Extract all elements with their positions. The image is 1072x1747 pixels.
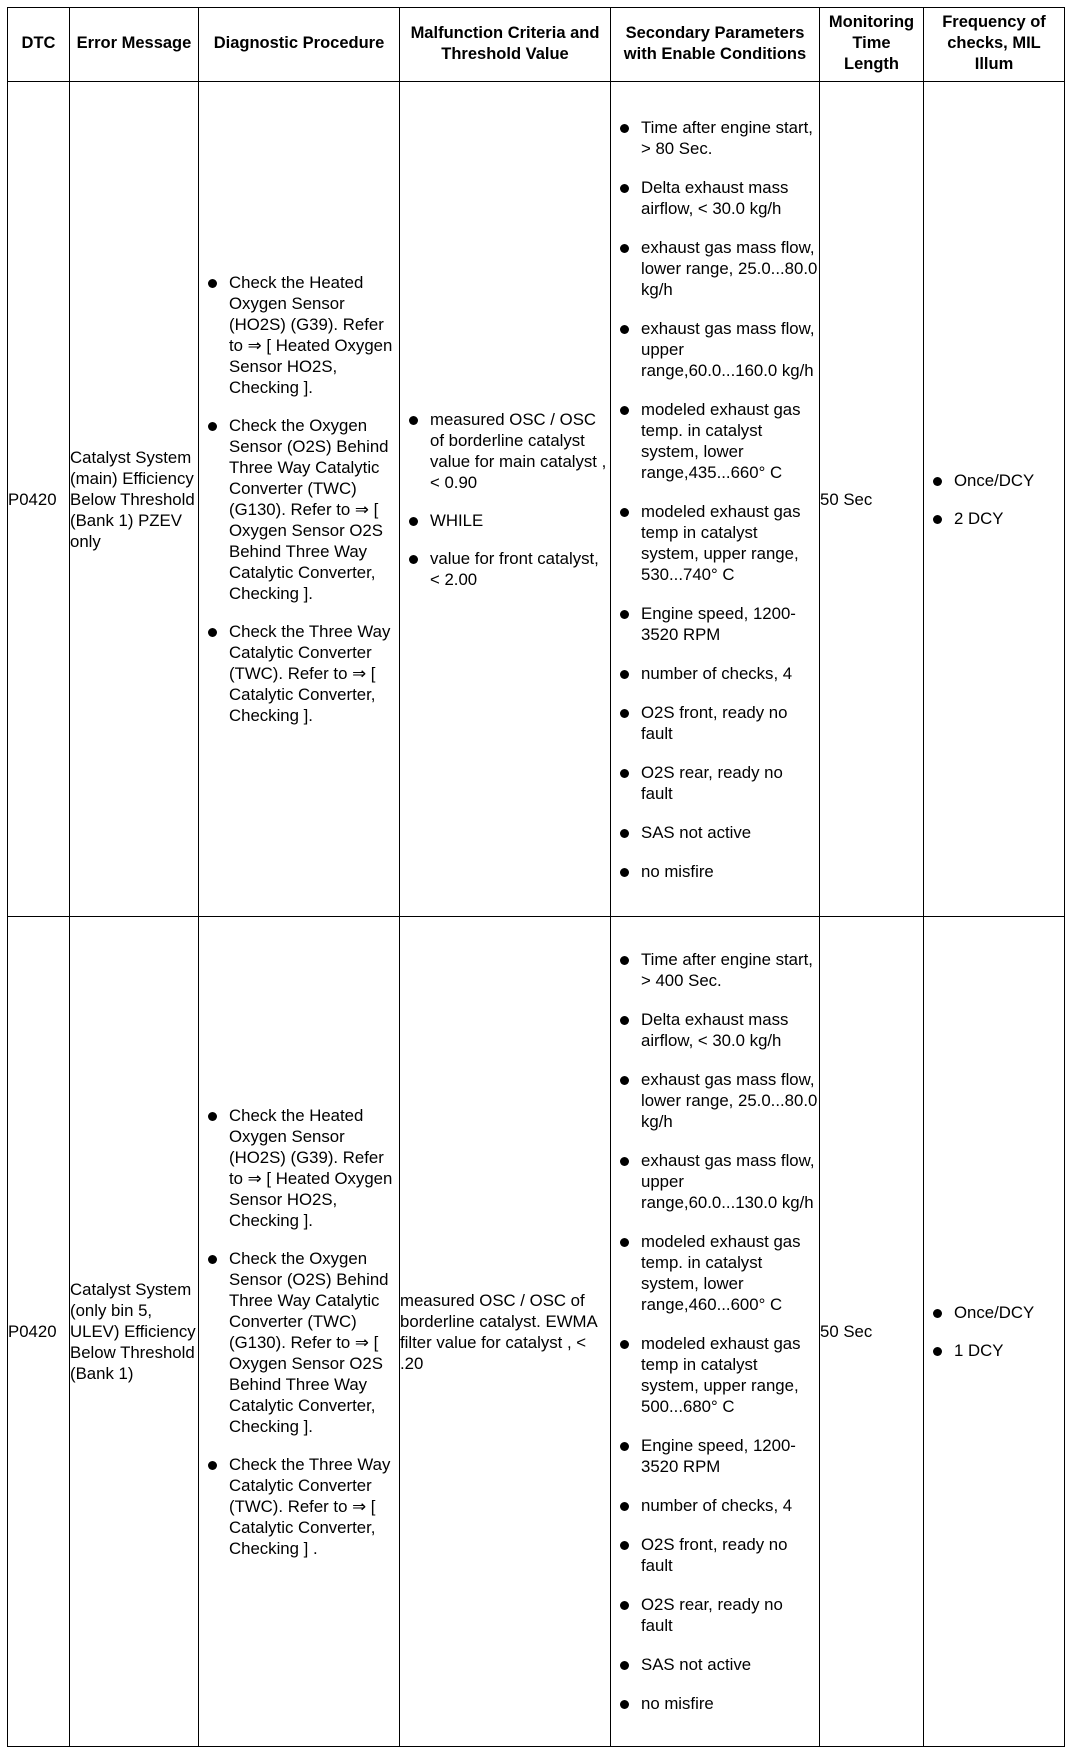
list-item: modeled exhaust gas temp in catalyst system, upper range, 530...740° C	[611, 501, 819, 585]
error-message: Catalyst System (only bin 5, ULEV) Efficiency Below Threshold (Bank 1)	[70, 917, 199, 1747]
list-item: Check the Oxygen Sensor (O2S) Behind Three Way Catalytic Converter (TWC) (G130). Refer to ⇒ [ Oxygen Sensor O2S Behind Three Way Catalytic Converter, Checking ].	[199, 415, 399, 604]
malfunction-criteria: measured OSC / OSC of borderline catalyst. EWMA filter value for catalyst , < .20	[400, 917, 611, 1747]
monitoring-time: 50 Sec	[820, 82, 924, 917]
secondary-parameters	[611, 82, 820, 917]
list-item: Time after engine start, > 80 Sec.	[611, 117, 819, 159]
list-item: Delta exhaust mass airflow, < 30.0 kg/h	[611, 177, 819, 219]
secondary-parameters	[611, 917, 820, 1747]
list-item: exhaust gas mass flow, upper range,60.0...160.0 kg/h	[611, 318, 819, 381]
frequency	[924, 82, 1065, 917]
list-item: 2 DCY	[924, 508, 1064, 529]
list-item: O2S rear, ready no fault	[611, 762, 819, 804]
dtc-code: P0420	[8, 82, 70, 917]
list-item: number of checks, 4	[611, 1495, 819, 1516]
list-item: exhaust gas mass flow, lower range, 25.0...80.0 kg/h	[611, 237, 819, 300]
list-item: SAS not active	[611, 1654, 819, 1675]
list-item: exhaust gas mass flow, lower range, 25.0...80.0 kg/h	[611, 1069, 819, 1132]
list-item: modeled exhaust gas temp. in catalyst system, lower range,435...660° C	[611, 399, 819, 483]
list-item: O2S front, ready no fault	[611, 1534, 819, 1576]
list-item: 1 DCY	[924, 1340, 1064, 1361]
list-item: modeled exhaust gas temp in catalyst system, upper range, 500...680° C	[611, 1333, 819, 1417]
header-dtc: DTC	[8, 8, 70, 82]
list-item: Engine speed, 1200-3520 RPM	[611, 1435, 819, 1477]
list-item: Once/DCY	[924, 1302, 1064, 1323]
list-item: O2S rear, ready no fault	[611, 1594, 819, 1636]
list-item: no misfire	[611, 861, 819, 882]
list-item: Time after engine start, > 400 Sec.	[611, 949, 819, 991]
list-item: WHILE	[400, 510, 610, 531]
header-malfunction-criteria: Malfunction Criteria and Threshold Value	[400, 8, 611, 82]
list-item: Engine speed, 1200-3520 RPM	[611, 603, 819, 645]
list-item: O2S front, ready no fault	[611, 702, 819, 744]
header-frequency: Frequency of checks, MIL Illum	[924, 8, 1065, 82]
dtc-document	[7, 7, 1064, 1747]
list-item: SAS not active	[611, 822, 819, 843]
list-item: Check the Heated Oxygen Sensor (HO2S) (G39). Refer to ⇒ [ Heated Oxygen Sensor HO2S, Checking ].	[199, 1105, 399, 1231]
list-item: modeled exhaust gas temp. in catalyst system, lower range,460...600° C	[611, 1231, 819, 1315]
list-item: number of checks, 4	[611, 663, 819, 684]
header-diagnostic-procedure: Diagnostic Procedure	[199, 8, 400, 82]
diagnostic-procedure	[199, 917, 400, 1747]
list-item: value for front catalyst, < 2.00	[400, 548, 610, 590]
error-message: Catalyst System (main) Efficiency Below Threshold (Bank 1) PZEV only	[70, 82, 199, 917]
diagnostic-procedure	[199, 82, 400, 917]
table-row	[8, 82, 1065, 917]
monitoring-time: 50 Sec	[820, 917, 924, 1747]
frequency	[924, 917, 1065, 1747]
list-item: Check the Heated Oxygen Sensor (HO2S) (G39). Refer to ⇒ [ Heated Oxygen Sensor HO2S, Checking ].	[199, 272, 399, 398]
list-item: measured OSC / OSC of borderline catalyst value for main catalyst , < 0.90	[400, 409, 610, 493]
header-secondary-parameters: Secondary Parameters with Enable Conditions	[611, 8, 820, 82]
list-item: no misfire	[611, 1693, 819, 1714]
malfunction-criteria	[400, 82, 611, 917]
header-row	[8, 8, 1065, 82]
list-item: Check the Oxygen Sensor (O2S) Behind Three Way Catalytic Converter (TWC) (G130). Refer to ⇒ [ Oxygen Sensor O2S Behind Three Way Catalytic Converter, Checking ].	[199, 1248, 399, 1437]
list-item: Once/DCY	[924, 470, 1064, 491]
table-row	[8, 917, 1065, 1747]
list-item: Check the Three Way Catalytic Converter (TWC). Refer to ⇒ [ Catalytic Converter, Checking ].	[199, 621, 399, 726]
header-error-message: Error Message	[70, 8, 199, 82]
dtc-table	[7, 7, 1065, 1747]
list-item: Delta exhaust mass airflow, < 30.0 kg/h	[611, 1009, 819, 1051]
list-item: exhaust gas mass flow, upper range,60.0...130.0 kg/h	[611, 1150, 819, 1213]
dtc-code: P0420	[8, 917, 70, 1747]
list-item: Check the Three Way Catalytic Converter (TWC). Refer to ⇒ [ Catalytic Converter, Checking ] .	[199, 1454, 399, 1559]
header-monitoring-time: Monitoring Time Length	[820, 8, 924, 82]
